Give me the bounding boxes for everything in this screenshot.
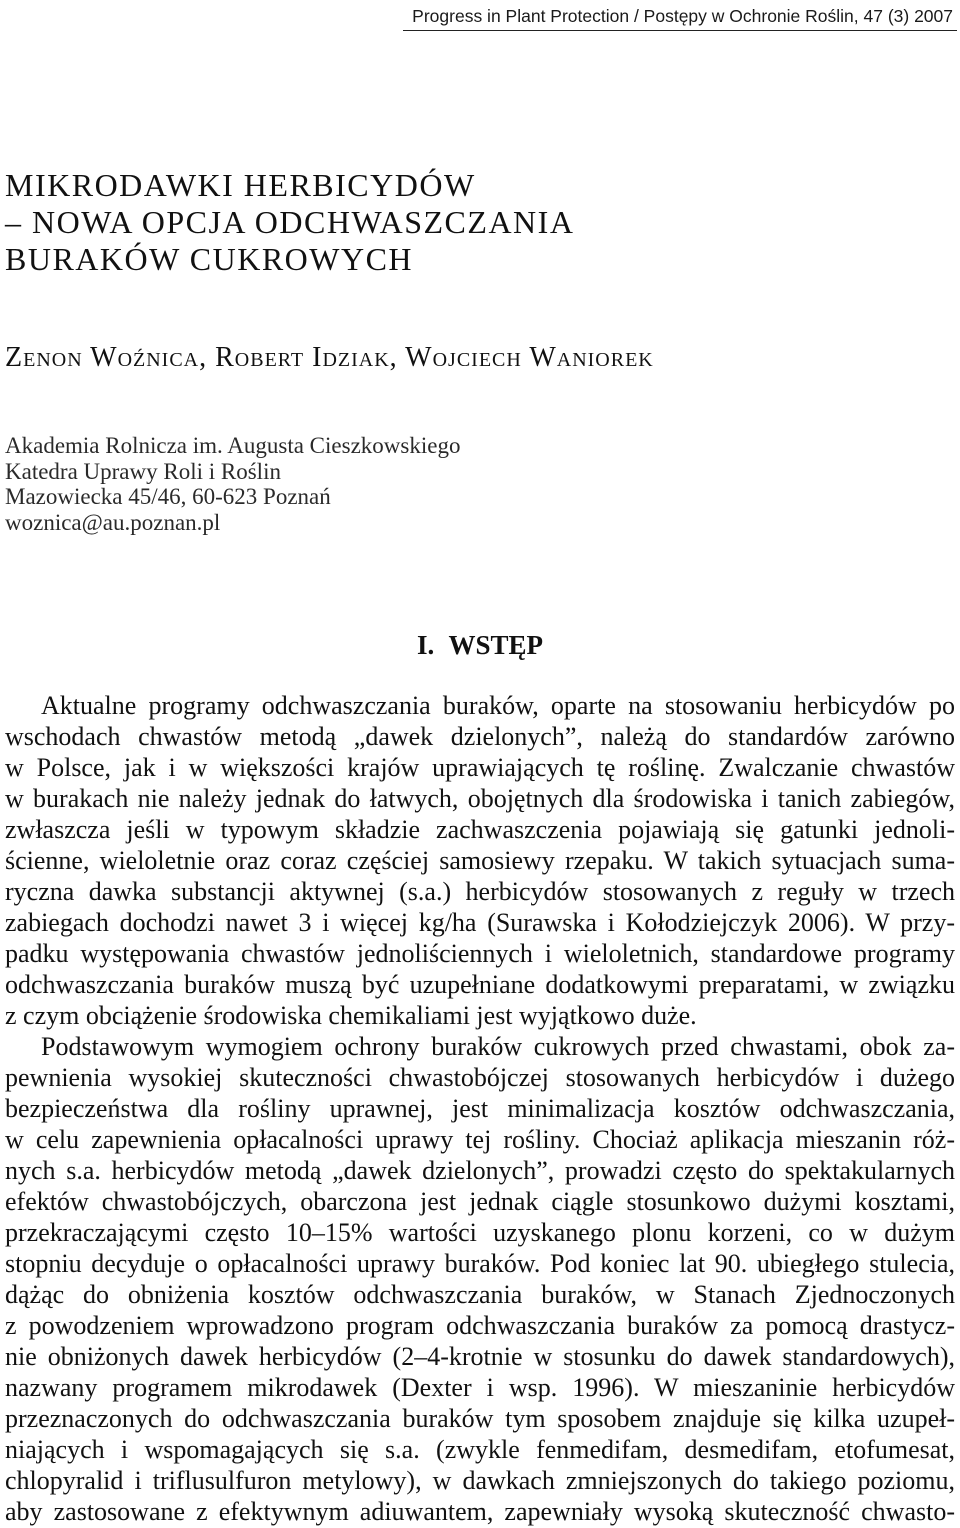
body-line: bezpieczeństwa dla rośliny uprawnej, jest minimalizacja kosztów odchwaszczania, <box>5 1094 955 1123</box>
authors: Zenon Woźnica, Robert Idziak, Wojciech Waniorek <box>5 342 654 373</box>
body-line: padku występowania chwastów jednoliściennych i wieloletnich, standardowe programy <box>5 939 955 968</box>
article-title <box>5 167 574 278</box>
body-line: przekraczającymi często 10–15% wartości uzyskanego plonu korzeni, co w dużym <box>5 1218 955 1247</box>
body-line: wschodach chwastów metodą „dawek dzielonych”, należą do standardów zarówno <box>5 722 955 751</box>
body-text <box>5 690 955 1527</box>
body-line: w Polsce, jak i w większości krajów uprawiających tę roślinę. Zwalczanie chwastów <box>5 753 955 782</box>
title-line: MIKRODAWKI HERBICYDÓW <box>5 167 476 203</box>
body-line: pewnienia wysokiej skuteczności chwastobójczej stosowanych herbicydów i dużego <box>5 1063 955 1092</box>
body-line: nie obniżonych dawek herbicydów (2–4-krotnie w stosunku do dawek standardowych), <box>5 1342 955 1371</box>
title-line: BURAKÓW CUKROWYCH <box>5 241 414 277</box>
body-line: Podstawowym wymogiem ochrony buraków cukrowych przed chwastami, obok za- <box>41 1032 955 1061</box>
body-line: z czym obciążenie środowiska chemikaliami jest wyjątkowo duże. <box>5 1001 697 1030</box>
body-line: zabiegach dochodzi nawet 3 i więcej kg/ha (Surawska i Kołodziejczyk 2006). W przy- <box>5 908 955 937</box>
body-line: stopniu decyduje o opłacalności uprawy buraków. Pod koniec lat 90. ubiegłego stulecia, <box>5 1249 955 1278</box>
title-line: – NOWA OPCJA ODCHWASZCZANIA <box>5 204 575 240</box>
body-line: z powodzeniem wprowadzono program odchwaszczania buraków za pomocą drastycz- <box>5 1311 955 1340</box>
body-line: w celu zapewnienia opłacalności uprawy tej rośliny. Chociaż aplikacja mieszanin róż- <box>5 1125 955 1154</box>
body-line: niających i wspomagających się s.a. (zwykle fenmedifam, desmedifam, etofumesat, <box>5 1435 955 1464</box>
body-line: dążąc do obniżenia kosztów odchwaszczania buraków, w Stanach Zjednoczonych <box>5 1280 955 1309</box>
body-line: przeznaczonych do odchwaszczania buraków tym sposobem znajduje się kilka uzupeł- <box>5 1404 955 1433</box>
body-line: efektów chwastobójczych, obarczona jest jednak ciągle stosunkowo dużymi kosztami, <box>5 1187 955 1216</box>
body-line: ścienne, wieloletnie oraz coraz częściej samosiewy rzepaku. W takich sytuacjach suma- <box>5 846 955 875</box>
affiliation <box>5 433 460 536</box>
institution: Akademia Rolnicza im. Augusta Cieszkowskiego <box>5 433 461 458</box>
paragraph <box>5 690 955 1031</box>
running-header <box>403 0 957 31</box>
body-line: w burakach nie należy jednak do łatwych, obojętnych dla środowiska i tanich zabiegów, <box>5 784 955 813</box>
body-line: nych s.a. herbicydów metodą „dawek dzielonych”, prowadzi często do spektakularnych <box>5 1156 955 1185</box>
section-heading: I. WSTĘP <box>416 630 544 660</box>
body-line: nazwany programem mikrodawek (Dexter i wsp. 1996). W mieszaninie herbicydów <box>5 1373 955 1402</box>
body-line: Aktualne programy odchwaszczania buraków, oparte na stosowaniu herbicydów po <box>41 691 955 720</box>
body-line: chlopyralid i triflusulfuron metylowy), w dawkach zmniejszonych do takiego poziomu, <box>5 1466 955 1495</box>
address: Mazowiecka 45/46, 60-623 Poznań <box>5 484 331 510</box>
author-email: woznica@au.poznan.pl <box>5 510 221 536</box>
body-line: zwłaszcza jeśli w typowym składzie zachwaszczenia pojawiają się gatunki jednoli- <box>5 815 955 844</box>
paragraph <box>5 1031 955 1527</box>
journal-citation: Progress in Plant Protection / Postępy w Ochronie Roślin, 47 (3) 2007 <box>412 6 953 26</box>
body-line: odchwaszczania buraków muszą być uzupełniane dodatkowymi preparatami, w związku <box>5 970 955 999</box>
body-line: ryczna dawka substancji aktywnej (s.a.) herbicydów stosowanych z reguły w trzech <box>5 877 955 906</box>
department: Katedra Uprawy Roli i Roślin <box>5 458 281 484</box>
body-line: aby zastosowane z efektywnym adiuwantem, zapewniały wysoką skuteczność chwasto- <box>5 1497 955 1526</box>
